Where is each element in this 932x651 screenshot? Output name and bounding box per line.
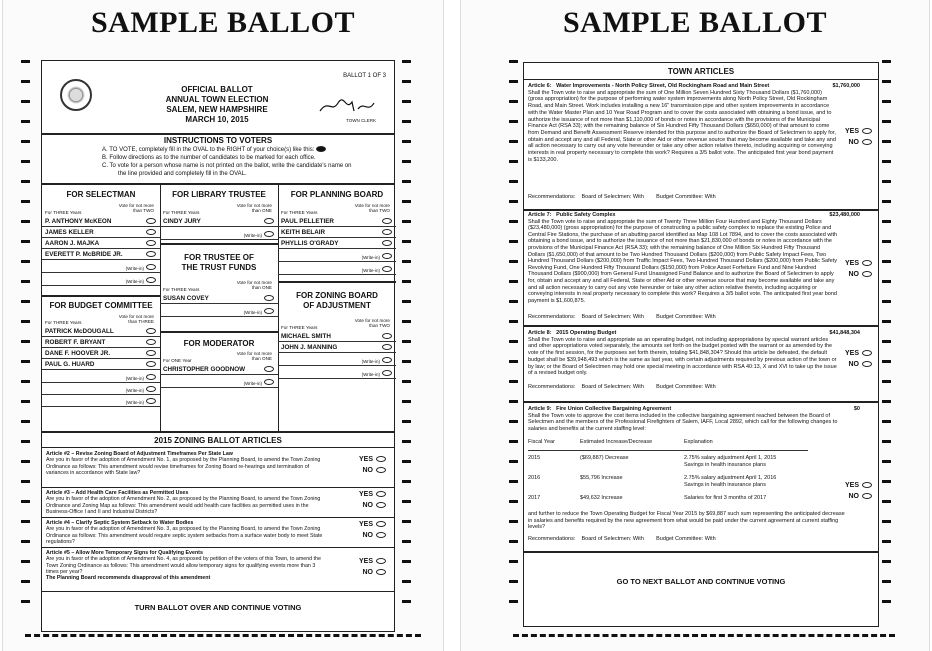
zoning-title-2: OF ADJUSTMENT (303, 301, 371, 311)
yes-option[interactable]: YES (359, 557, 386, 568)
timing-marks-left (21, 60, 30, 611)
race-trust-funds (160, 243, 278, 331)
term-label: For THREE Years (281, 210, 318, 215)
trust-title-2: THE TRUST FUNDS (181, 263, 257, 273)
candidate-row[interactable]: DANE F. HOOVER JR. (42, 348, 160, 359)
race-zoning-board (278, 281, 396, 431)
candidate-row[interactable]: P. ANTHONY McKEON (42, 216, 160, 227)
timing-marks-left (509, 60, 518, 611)
candidate-row[interactable]: ROBERT F. BRYANT (42, 337, 160, 348)
timing-marks-right (402, 60, 411, 611)
clerk-title: TOWN CLERK (346, 118, 376, 123)
write-in-row[interactable]: (Write-in) (42, 262, 160, 273)
trust-title: FOR TRUSTEE OF (184, 253, 254, 262)
candidate-row[interactable]: MICHAEL SMITH (278, 331, 396, 342)
zoning-title: FOR ZONING BOARD (296, 291, 378, 300)
write-in-row[interactable]: (Write-in) (42, 275, 160, 286)
race-planning-board (278, 183, 396, 281)
sample-ballot-title: SAMPLE BALLOT (562, 6, 828, 39)
yes-option[interactable]: YES (359, 490, 386, 501)
term-label: For THREE Years (45, 320, 82, 325)
ballot-page-2 (460, 0, 930, 651)
vote-for-label: Vote for not more than THREE (118, 314, 154, 325)
official-ballot: OFFICIAL BALLOT (181, 85, 253, 94)
no-option[interactable]: NO (359, 466, 386, 477)
library-title: FOR LIBRARY TRUSTEE (172, 190, 266, 199)
timing-marks-right (882, 60, 891, 611)
yes-option[interactable]: YES (845, 259, 872, 270)
town-article: Article 7: Public Safety Complex $23,480,000 Shall the Town vote to raise and appropriate the sum of Twenty Three Million Four Hundred and Eighty Thousand Dollars ($23,480,000) (gross appropriation) for the purpose of constructing a public safety complex to replace the existing Police and Central Fire Stations, the purchase of an abutting parcel identified as Map 108 Lot 7894, and to cover the costs associated with obtaining a bond issue, and to authorize the issuance of not more than $21,830,000 of bonds or notes in accordance with the provisions of the Municipal Finance Act (RSA 33); with the remaining balance of One Million Six Hundred Fifty Thousand Dollars ($1,650,000) of that amount to be Two Hundred Thousand Dollars ($200,000) from Public Safety Impact Fees, Two Hundred Thousand Dollars ($200,000) from Traffic Impact Fees, Two Hundred Thousand Dollars ($200,000) from Public Safety Revolving Fund, One Hundred Fifty Thousand Dollars ($150,000) from Police Asset Forfeiture Fund and Nine Hundred Thousand Dollars ($900,000) from General Fund Unassigned Fund Balance and to authorize the Board of Selectmen to apply for, obtain and accept any and all Federal, State or other Aid or other revenue source that may become available and take any and all action necessary to carry out any vote hereunder or take any other action relative thereto, including acquiring or conveying interests in real property necessary to complete this work? Requires a 3/5 ballot vote. The anticipated first year bond payment is $1,600,875. YES NO Recommendations: Board of Selectmen: With Budget Committee: With (524, 209, 878, 325)
race-library-trustee (160, 183, 278, 243)
no-option[interactable]: NO (845, 270, 872, 281)
no-option[interactable]: NO (359, 568, 386, 579)
fiscal-table-row: 2017 $49,632 Increase Salaries for first 3 months of 2017 (528, 495, 767, 501)
zoning-articles-title: 2015 ZONING BALLOT ARTICLES (154, 436, 282, 445)
term-label: For THREE Years (163, 210, 200, 215)
no-option[interactable]: NO (845, 138, 872, 149)
write-in-row[interactable]: (Write-in) (160, 377, 278, 388)
budget-title: FOR BUDGET COMMITTEE (49, 301, 153, 310)
election-date: MARCH 10, 2015 (185, 115, 249, 124)
recommendations: Recommendations: Board of Selectmen: With Budget Committee: With (528, 536, 716, 542)
town-article: Article 8: 2015 Operating Budget $41,848,304 Shall the Town vote to raise and appropriate as an operating budget, not including appropriations by special warrant articles and other appropriations voted separately, the amounts set forth on the budget posted with the warrant or as amended by the vote of the first session, for the purposes set forth therein, totaling $41,848,304? Should this article be defeated, the default budget shall be $39,948,493 which is the same as last year, with certain adjustments required by previous action of the town or by law; or the Board of Selectmen may hold one special meeting in accordance with RSA 40:13, X and XVI to take up the issue of a revised budget only. YES NO Recommendations: Board of Selectmen: With Budget Committee: With (524, 325, 878, 401)
vote-for-label: Vote for not more than ONE (236, 280, 272, 291)
candidate-row[interactable]: SUSAN COVEY (160, 293, 278, 304)
write-in-row[interactable]: (Write-in) (42, 384, 160, 395)
timing-marks-bottom (25, 634, 421, 638)
instruction-c: C. To vote for a person whose name is not printed on the ballot, write the candidate's name on (102, 163, 352, 170)
term-label: For THREE Years (163, 287, 200, 292)
no-option[interactable]: NO (359, 501, 386, 512)
article-amount: $41,848,304 (829, 330, 860, 336)
vote-for-label: Vote for not more than TWO (354, 203, 390, 214)
sample-ballot-title: SAMPLE BALLOT (90, 6, 356, 39)
candidate-row[interactable]: KEITH BELAIR (278, 227, 396, 238)
yes-option[interactable]: YES (359, 520, 386, 531)
candidate-row[interactable]: CHRISTOPHER GOODNOW (160, 364, 278, 375)
write-in-row[interactable]: (Write-in) (278, 264, 396, 275)
next-ballot-instruction: GO TO NEXT BALLOT AND CONTINUE VOTING (616, 577, 786, 586)
term-label: For ONE Year (163, 358, 192, 363)
election-name: ANNUAL TOWN ELECTION (165, 95, 269, 104)
write-in-row[interactable]: (Write-in) (42, 396, 160, 407)
term-label: For THREE Years (281, 325, 318, 330)
article-tail-text: and further to reduce the Town Operating Budget for Fiscal Year 2015 by $69,887 such sum representing the anticipated decrease in salaries and benefits required by the new agreement from what would be paid under the current agreement at current staffing levels? (528, 511, 845, 531)
candidate-row[interactable]: PHYLLIS O'GRADY (278, 238, 396, 249)
fiscal-table-row: 2016 $55,796 Increase 2.75% salary adjustment April 1, 2016 Savings in health insurance plans (528, 475, 777, 488)
yes-option[interactable]: YES (845, 481, 872, 492)
fiscal-table-row: 2015 ($69,887) Decrease 2.75% salary adjustment April 1, 2015 Savings in health insurance plans (528, 455, 777, 468)
race-budget-committee (42, 295, 160, 431)
recommendations: Recommendations: Board of Selectmen: With Budget Committee: With (528, 314, 716, 320)
ballot-frame (41, 60, 395, 632)
term-label: For THREE Years (45, 210, 82, 215)
write-in-row[interactable]: (Write-in) (42, 372, 160, 383)
race-moderator (160, 331, 278, 431)
instructions-title: INSTRUCTIONS TO VOTERS (163, 136, 273, 145)
instruction-b: B. Follow directions as to the number of candidates to be marked for each office. (102, 155, 316, 162)
vote-for-label: Vote for not more than TWO (118, 203, 154, 214)
planning-title: FOR PLANNING BOARD (290, 190, 384, 199)
no-option[interactable]: NO (845, 492, 872, 503)
recommendations: Recommendations: Board of Selectmen: With Budget Committee: With (528, 194, 716, 200)
write-in-row[interactable]: (Write-in) (278, 355, 396, 366)
yes-option[interactable]: YES (845, 349, 872, 360)
candidate-row[interactable]: JAMES KELLER (42, 227, 160, 238)
town-article: Article 6: Water Improvements - North Policy Street, Old Rockingham Road and Main Street $1,760,000 Shall the Town vote to raise and appropriate the sum of One Million Seven Hundred Sixty Thousand Dollars ($1,760,000) (gross appropriation) for the purpose of performing water system improvements along North Policy Street, Old Rockingham Road, and Main Street. Work includes installing a new 16" transmission pipe and other system improvements in accordance with the Water Master Plan and 10 Year Road Program and to cover the costs associated with obtaining a bond issue, and to authorize the issuance of not more than $1,110,000 of bonds or notes in accordance with the provisions of the Municipal Finance Act (RSA 33); with the remaining balance of Six Hundred Fifty Thousand Dollars ($650,000) of that amount to come from Demand and Benefit Assessment Reserve intended for this purpose and to authorize the Board of Selectmen to apply for, obtain and accept any and all Federal, State or other Aid or other revenue source that may become available and take any and all action necessary to carry out any vote hereunder or take any other action relative thereto, including acquiring or conveying interests in real property necessary to complete this work? Requires a 3/5 ballot vote. The anticipated first year bond payment is $133,200. YES NO Recommendations: Board of Selectmen: With Budget Committee: With (524, 79, 878, 209)
candidate-row[interactable]: PATRICK McDOUGALL (42, 326, 160, 337)
article-amount: $23,480,000 (829, 212, 860, 218)
vote-for-label: Vote for not more than ONE (236, 203, 272, 214)
candidate-row[interactable]: PAUL G. HUARD (42, 359, 160, 370)
ballot-number: BALLOT 1 OF 3 (343, 73, 386, 79)
article-amount: $0 (853, 406, 860, 412)
candidate-row[interactable]: PAUL PELLETIER (278, 216, 396, 227)
candidate-row[interactable]: AARON J. MAJKA (42, 238, 160, 249)
yes-option[interactable]: YES (845, 127, 872, 138)
vote-for-label: Vote for not more than ONE (236, 351, 272, 362)
instruction-a: A. TO VOTE, completely fill in the OVAL to the RIGHT of your choice(s) like this: (102, 146, 362, 154)
town-articles-frame (523, 62, 879, 627)
selectman-title: FOR SELECTMAN (66, 190, 136, 199)
ballot-page-1 (2, 0, 444, 651)
zoning-article: Article #2 – Revise Zoning Board of Adjustment Timeframes Per State Law Are you in favor of the adoption of Amendment No. 1, as proposed by the Planning Board, to amend the Town Zoning Ordinance as follows: This amendment would revise timeframes for Zoning Board re-hearings and termination of variances in accordance with State law? YES NO (42, 447, 394, 487)
no-option[interactable]: NO (845, 360, 872, 371)
filled-oval-example (316, 146, 326, 152)
zoning-article: Article #5 – Allow More Temporary Signs for Qualifying Events Are you in favor of the adoption of Amendment No. 4, as proposed by petition of the voters of this Town, to amend the Town Zoning Ordinance as follows: This amendment would allow temporary signs for qualifying events more than 3 times per year? The Planning Board recommends disapproval of this amendment YES NO (42, 547, 394, 591)
zoning-article: Article #3 – Add Health Care Facilities as Permitted Uses Are you in favor of the adoption of Amendment No. 2, as proposed by the Planning Board, to amend the Town Zoning Ordinance and Zoning Map as follows: This amendment would add health care facilities as permitted uses in the Business-Office I and II and Industrial Districts? YES NO (42, 487, 394, 517)
write-in-row[interactable]: (Write-in) (160, 306, 278, 317)
timing-marks-bottom (513, 634, 895, 638)
recommendations: Recommendations: Board of Selectmen: With Budget Committee: With (528, 384, 716, 390)
candidate-row[interactable]: JOHN J. MANNING (278, 342, 396, 353)
instruction-c2: the line provided and completely fill in the OVAL. (118, 171, 247, 178)
fiscal-table-header: Fiscal Year Estimated Increase/Decrease Explanation (528, 439, 713, 445)
write-in-row[interactable]: (Write-in) (278, 368, 396, 379)
candidate-row[interactable]: CINDY JURY (160, 216, 278, 227)
candidate-row[interactable]: EVERETT P. McBRIDE JR. (42, 249, 160, 260)
election-place: SALEM, NEW HAMPSHIRE (166, 105, 268, 114)
clerk-signature (318, 97, 380, 115)
town-seal (60, 79, 92, 111)
write-in-row[interactable]: (Write-in) (278, 251, 396, 262)
fiscal-table (528, 439, 808, 509)
no-option[interactable]: NO (359, 531, 386, 542)
zoning-article: Article #4 – Clarify Septic System Setback to Water Bodies Are you in favor of the adoption of Amendment No. 3, as proposed by the Planning Board, to amend the Town Zoning Ordinance as follows: This amendment would require septic system setbacks from a surface water body to meet State regulations? YES NO (42, 517, 394, 547)
town-article: Article 9: Fire Union Collective Bargaining Agreement $0 Shall the Town vote to approve the cost items included in the collective bargaining agreement reached between the Board of Selectmen and the members of the Professional Firefighters of Salem, IAFF, Local 2892, which call for the following changes to salaries and benefits at the current staffing level: Fiscal Year Estimated Increase/Decrease Explanation 2015 ($69,887) Decrease 2.75% salary adjustment April 1, 2015 Savings in health insurance plans 2016 $55,796 Increase 2.75% salary adjustment April 1, 2016 Savings in health insurance plans 2017 $49,632 Increase Salaries for first 3 months of 2017 YES NO and further to reduce the Town Operating Budget for Fiscal Year 2015 by $69,887 such sum representing the anticipated decrease in salaries and benefits required by the new agreement from what would be paid under the current agreement at current staffing levels? Recommendations: Board of Selectmen: With Budget Committee: With (524, 401, 878, 551)
write-in-row[interactable]: (Write-in) (160, 229, 278, 240)
article-amount: $1,760,000 (832, 83, 860, 89)
town-articles-title: TOWN ARTICLES (667, 67, 735, 76)
vote-for-label: Vote for not more than TWO (354, 318, 390, 329)
race-selectman (42, 183, 160, 295)
turn-over-instruction: TURN BALLOT OVER AND CONTINUE VOTING (134, 603, 302, 612)
yes-option[interactable]: YES (359, 455, 386, 466)
moderator-title: FOR MODERATOR (183, 339, 255, 348)
